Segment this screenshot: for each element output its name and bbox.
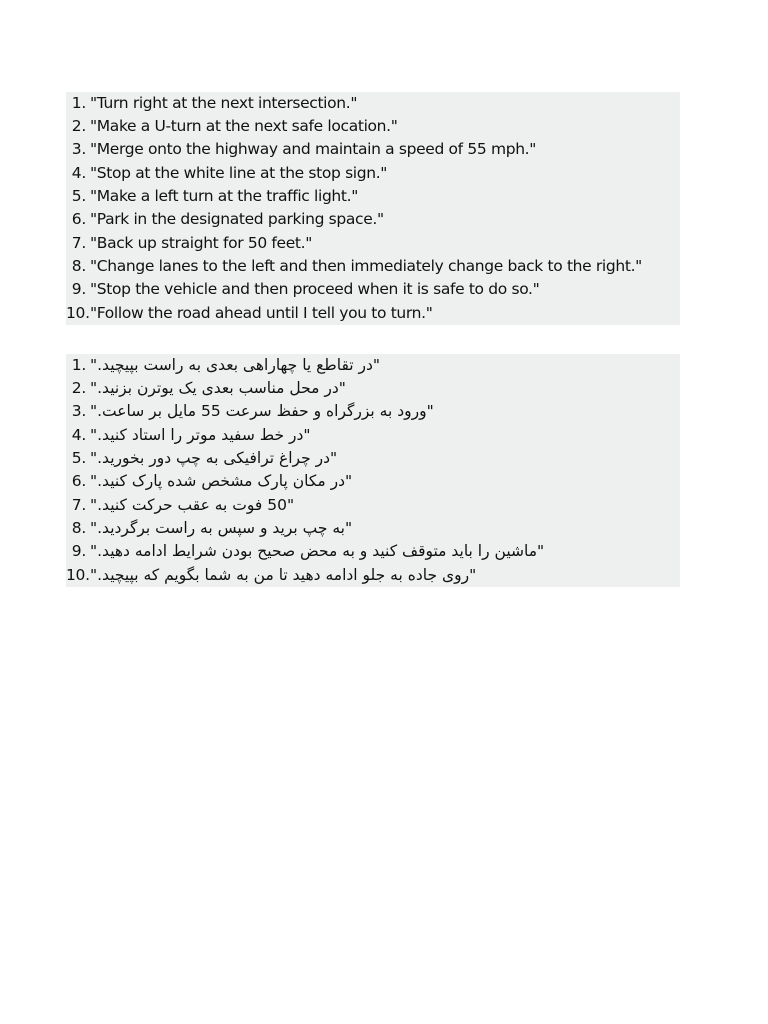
item-text: "Turn right at the next intersection." <box>90 93 358 112</box>
list-item <box>66 377 680 400</box>
item-text: "در مکان پارک مشخص شده پارک کنید." <box>90 472 353 491</box>
list-item <box>66 401 680 424</box>
item-text: "Stop the vehicle and then proceed when it is safe to do so." <box>90 280 540 299</box>
item-text: "Back up straight for 50 feet." <box>90 233 312 252</box>
item-number: 9. <box>71 280 86 299</box>
item-number: 1. <box>71 93 86 112</box>
item-number: 10. <box>66 303 90 322</box>
list-item <box>66 208 680 231</box>
list-item <box>66 139 680 162</box>
list-item <box>66 278 680 301</box>
list-item <box>66 564 680 587</box>
list-item <box>66 115 680 138</box>
item-text: "در تقاطع یا چهاراهی بعدی به راست بپیچید." <box>90 355 381 374</box>
item-number: 4. <box>71 163 86 182</box>
item-text: "Park in the designated parking space." <box>90 210 384 229</box>
list-item <box>66 162 680 185</box>
item-text: "ماشین را باید متوقف کنید و به محض صحیح بودن شرایط ادامه دهید." <box>90 542 545 561</box>
item-text: "در خط سفید موتر را استاد کنید." <box>90 425 311 444</box>
item-text: "50 فوت به عقب حرکت کنید." <box>90 495 295 514</box>
item-text: "به چپ برید و سپس به راست برگردید." <box>90 518 353 537</box>
item-text: "Make a U-turn at the next safe location." <box>90 117 398 136</box>
item-number: 2. <box>71 379 86 398</box>
list-item <box>66 494 680 517</box>
item-text: "Follow the road ahead until I tell you to turn." <box>90 303 433 322</box>
item-text: "Change lanes to the left and then immediately change back to the right." <box>90 256 642 275</box>
item-number: 8. <box>71 256 86 275</box>
item-number: 8. <box>71 518 86 537</box>
item-number: 3. <box>71 140 86 159</box>
list-item <box>66 185 680 208</box>
item-text: "در محل مناسب بعدی یک یوترن بزنید." <box>90 379 346 398</box>
list-item <box>66 354 680 377</box>
item-number: 6. <box>71 472 86 491</box>
list-item <box>66 232 680 255</box>
item-number: 2. <box>71 117 86 136</box>
item-number: 6. <box>71 210 86 229</box>
list-item <box>66 302 680 325</box>
item-text: "در چراغ ترافیکی به چپ دور بخورید." <box>90 449 338 468</box>
item-number: 5. <box>71 187 86 206</box>
english-instructions-block <box>66 92 680 325</box>
item-text: "روی جاده به جلو ادامه دهید تا من به شما بگویم که بپیچید." <box>90 565 477 584</box>
item-text: "ورود به بزرگراه و حفظ سرعت 55 مایل بر ساعت." <box>90 402 434 421</box>
persian-instructions-list <box>66 354 680 587</box>
list-item <box>66 447 680 470</box>
item-number: 3. <box>71 402 86 421</box>
item-number: 10. <box>66 565 90 584</box>
english-instructions-list <box>66 92 680 325</box>
list-item <box>66 424 680 447</box>
item-number: 1. <box>71 355 86 374</box>
item-number: 5. <box>71 449 86 468</box>
list-item <box>66 470 680 493</box>
list-item <box>66 255 680 278</box>
item-text: "Merge onto the highway and maintain a speed of 55 mph." <box>90 140 537 159</box>
item-number: 9. <box>71 542 86 561</box>
item-number: 7. <box>71 233 86 252</box>
list-item <box>66 517 680 540</box>
list-item <box>66 92 680 115</box>
list-item <box>66 540 680 563</box>
item-number: 4. <box>71 425 86 444</box>
item-number: 7. <box>71 495 86 514</box>
item-text: "Stop at the white line at the stop sign." <box>90 163 388 182</box>
item-text: "Make a left turn at the traffic light." <box>90 187 358 206</box>
persian-instructions-block <box>66 354 680 587</box>
